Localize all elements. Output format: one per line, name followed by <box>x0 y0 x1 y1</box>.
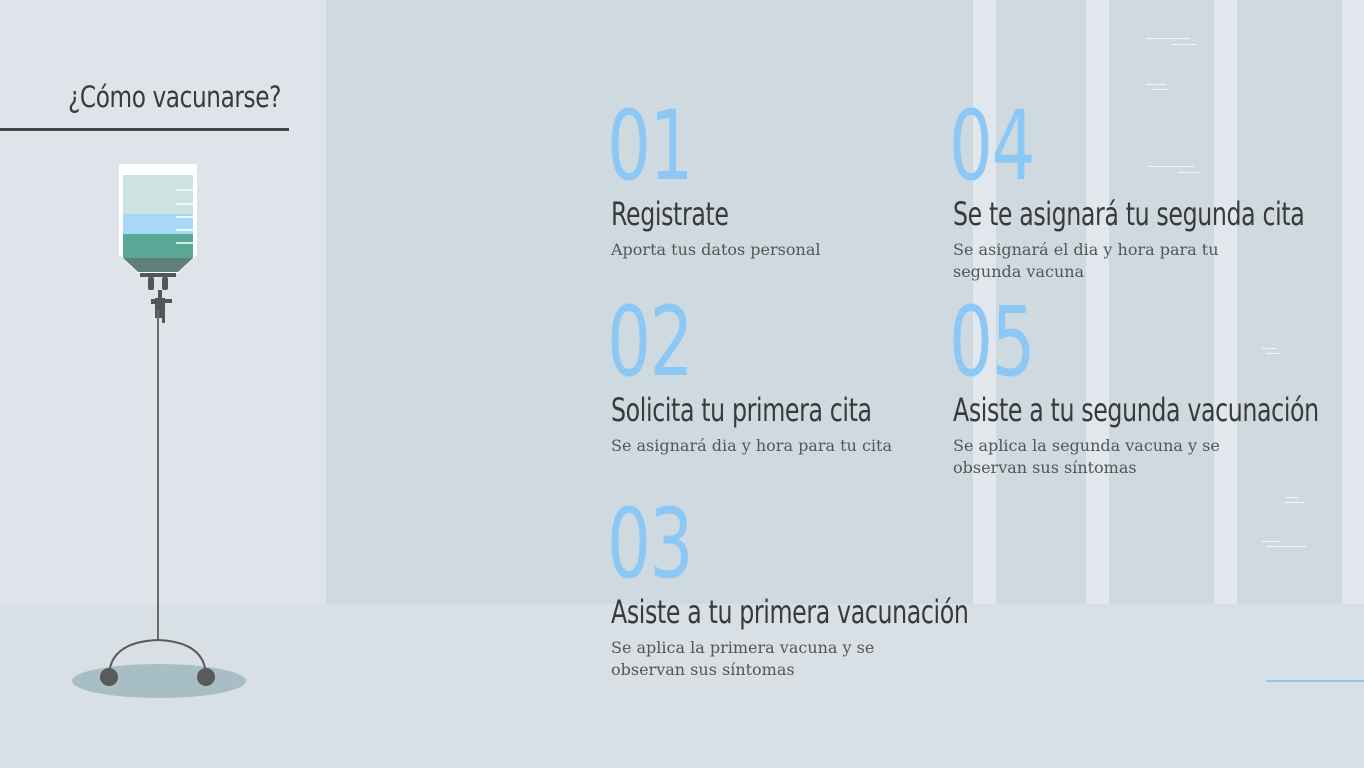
step-number: 01 <box>607 90 693 202</box>
iv-shadow <box>72 664 246 698</box>
decor-dash <box>1146 84 1166 85</box>
step-heading: Registrate <box>611 195 729 233</box>
decor-dash <box>1262 348 1276 349</box>
step-heading: Se te asignará tu segunda cita <box>953 195 1305 233</box>
step-number: 05 <box>949 286 1035 398</box>
step-description: Aporta tus datos personal <box>611 240 821 259</box>
decor-dash <box>1286 497 1298 498</box>
background-stripe <box>1214 0 1237 604</box>
step-description: Se aplica la primera vacuna y se observan sus síntomas <box>611 638 875 679</box>
step-description: Se aplica la segunda vacuna y se observan sus síntomas <box>953 436 1220 477</box>
decor-dash <box>1172 44 1196 45</box>
title-underline <box>0 128 289 131</box>
iv-drip-illustration <box>60 160 260 705</box>
iv-wheel <box>100 668 118 686</box>
iv-port <box>148 277 154 290</box>
decor-dash <box>1284 502 1304 503</box>
iv-fluid-layer <box>123 234 193 258</box>
iv-port <box>162 277 168 290</box>
step-heading: Asiste a tu segunda vacunación <box>953 391 1319 429</box>
step-description: Se asignará el dia y hora para tu segunda vacuna <box>953 240 1219 281</box>
decor-dash <box>1148 166 1194 167</box>
main-panel-background <box>326 0 1364 604</box>
iv-wheel <box>197 668 215 686</box>
iv-fluid-layer <box>123 175 193 214</box>
step-number: 03 <box>607 488 693 600</box>
page-title: ¿Cómo vacunarse? <box>68 80 282 114</box>
decor-dash <box>1266 353 1280 354</box>
iv-fluid-layer <box>123 258 193 272</box>
accent-line <box>1266 680 1364 682</box>
decor-dash <box>1146 38 1190 39</box>
background-stripe <box>1086 0 1109 604</box>
step-number: 02 <box>607 286 693 398</box>
decor-dash <box>1178 172 1200 173</box>
step-heading: Asiste a tu primera vacunación <box>611 593 969 631</box>
step-number: 04 <box>949 90 1035 202</box>
background-stripe <box>1342 0 1364 604</box>
step-description: Se asignará dia y hora para tu cita <box>611 436 892 455</box>
iv-connector <box>140 273 176 277</box>
iv-drip-chamber <box>155 298 165 318</box>
decor-dash <box>1266 546 1306 547</box>
decor-dash <box>1152 89 1168 90</box>
decor-dash <box>1262 541 1280 542</box>
step-heading: Solicita tu primera cita <box>611 391 872 429</box>
